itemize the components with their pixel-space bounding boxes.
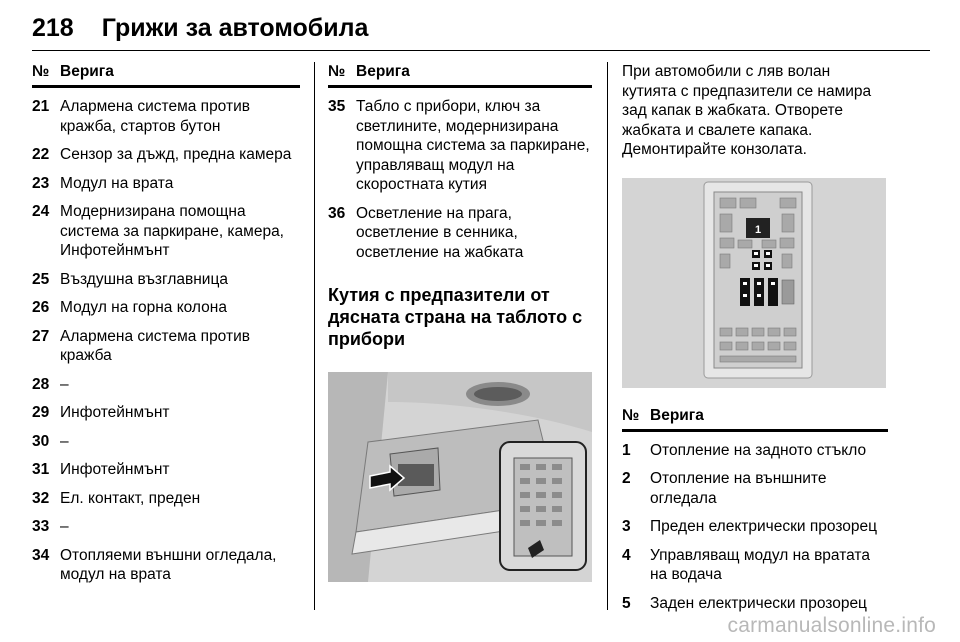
fuse-number: 24 bbox=[32, 203, 50, 220]
table-row bbox=[32, 517, 300, 537]
column-divider bbox=[314, 62, 315, 610]
table-row bbox=[32, 97, 300, 136]
table-row bbox=[328, 97, 592, 195]
fuse-number: 25 bbox=[32, 270, 50, 288]
fuse-number: 5 bbox=[622, 594, 631, 612]
circuit-description: Модул на врата bbox=[60, 174, 174, 192]
fuse-number: 30 bbox=[32, 432, 50, 450]
table-row bbox=[32, 298, 300, 318]
circuit-description: Отопление на външните огледала bbox=[650, 470, 827, 507]
fuse-table-left bbox=[32, 62, 300, 585]
table-row bbox=[32, 145, 300, 165]
circuit-description: Алармена система против кражба bbox=[60, 327, 250, 364]
fuse-number: 26 bbox=[32, 299, 50, 316]
section-title: Кутия с предпазители от дясната страна на таблото с прибори bbox=[328, 285, 583, 349]
circuit-description: – bbox=[60, 375, 69, 393]
fuse-number: 22 bbox=[32, 146, 50, 163]
page-number: 218 bbox=[32, 14, 74, 42]
fuse-number: 33 bbox=[32, 518, 50, 535]
circuit-description: Сензор за дъжд, предна камера bbox=[60, 146, 292, 163]
table-header-circuit: Верига bbox=[650, 406, 704, 424]
circuit-description: Въздушна възглавница bbox=[60, 270, 228, 288]
circuit-description: Инфотейнмънт bbox=[60, 461, 170, 478]
fuse-table-middle bbox=[328, 62, 592, 582]
fuse-number: 36 bbox=[328, 204, 346, 222]
circuit-description: – bbox=[60, 518, 69, 535]
table-header bbox=[328, 62, 592, 88]
fuse-number: 2 bbox=[622, 470, 631, 487]
table-row bbox=[622, 469, 888, 508]
glovebox-illustration bbox=[328, 372, 592, 582]
circuit-description: Заден електрически прозорец bbox=[650, 594, 867, 612]
table-row bbox=[32, 403, 300, 423]
table-row bbox=[32, 432, 300, 452]
table-row bbox=[622, 517, 888, 537]
watermark: carmanualsonline.info bbox=[727, 614, 936, 637]
page-header bbox=[32, 14, 368, 50]
table-header bbox=[622, 406, 888, 432]
table-row bbox=[622, 546, 888, 585]
fusebox-diagram bbox=[622, 178, 886, 388]
fuse-number: 28 bbox=[32, 375, 50, 393]
fuse-number: 31 bbox=[32, 461, 50, 478]
fuse-number: 29 bbox=[32, 404, 50, 421]
table-header-no: № bbox=[328, 63, 346, 80]
page-title: Грижи за автомобила bbox=[101, 14, 369, 42]
fuse-number: 23 bbox=[32, 174, 50, 192]
circuit-description: Модернизирана помощна система за паркиране, камера, Инфотейнмънт bbox=[60, 203, 284, 259]
circuit-description: Управляващ модул на вратата на водача bbox=[650, 546, 870, 583]
circuit-description: Преден електрически прозорец bbox=[650, 518, 877, 535]
circuit-description: Ел. контакт, преден bbox=[60, 489, 201, 507]
fusebox-callout: 1 bbox=[754, 223, 762, 236]
table-row bbox=[32, 327, 300, 366]
table-header-circuit: Верига bbox=[60, 63, 114, 80]
table-row bbox=[32, 270, 300, 290]
circuit-description: Модул на горна колона bbox=[60, 299, 227, 316]
fuse-number: 34 bbox=[32, 546, 50, 564]
fuse-number: 27 bbox=[32, 327, 50, 345]
fuse-number: 35 bbox=[328, 98, 346, 115]
fuse-number: 32 bbox=[32, 489, 50, 507]
column-divider bbox=[607, 62, 608, 610]
table-header-no: № bbox=[622, 406, 640, 424]
circuit-description: Табло с прибори, ключ за светлините, модернизирана помощна система за паркиране, управляващ модул на скоростната кутия bbox=[356, 98, 590, 193]
table-header-no: № bbox=[32, 63, 50, 80]
fuse-number: 21 bbox=[32, 98, 50, 115]
circuit-description: Отопление на задното стъкло bbox=[650, 441, 867, 459]
fuse-number: 4 bbox=[622, 546, 631, 564]
table-header bbox=[32, 62, 300, 88]
circuit-description: Отопляеми външни огледала, модул на врата bbox=[60, 546, 277, 583]
table-header-circuit: Верига bbox=[356, 63, 410, 80]
table-row bbox=[622, 594, 888, 614]
fuse-number: 1 bbox=[622, 441, 631, 459]
table-row bbox=[32, 174, 300, 194]
header-rule bbox=[32, 50, 930, 51]
table-row bbox=[32, 202, 300, 261]
intro-paragraph: При автомобили с ляв волан кутията с предпазители се намира зад капак в жабката. Отворете жабката и свалете капака. Демонтирайте конзолата. bbox=[622, 63, 872, 158]
table-row bbox=[32, 375, 300, 395]
table-row bbox=[32, 460, 300, 480]
fuse-number: 3 bbox=[622, 518, 631, 535]
circuit-description: Алармена система против кражба, стартов бутон bbox=[60, 98, 250, 135]
table-row bbox=[32, 546, 300, 585]
circuit-description: Инфотейнмънт bbox=[60, 404, 170, 421]
table-row bbox=[622, 441, 888, 461]
fuse-table-right bbox=[622, 62, 888, 613]
table-row bbox=[328, 204, 592, 263]
circuit-description: Осветление на прага, осветление в сенника, осветление на жабката bbox=[356, 204, 524, 261]
circuit-description: – bbox=[60, 432, 69, 450]
table-row bbox=[32, 489, 300, 509]
